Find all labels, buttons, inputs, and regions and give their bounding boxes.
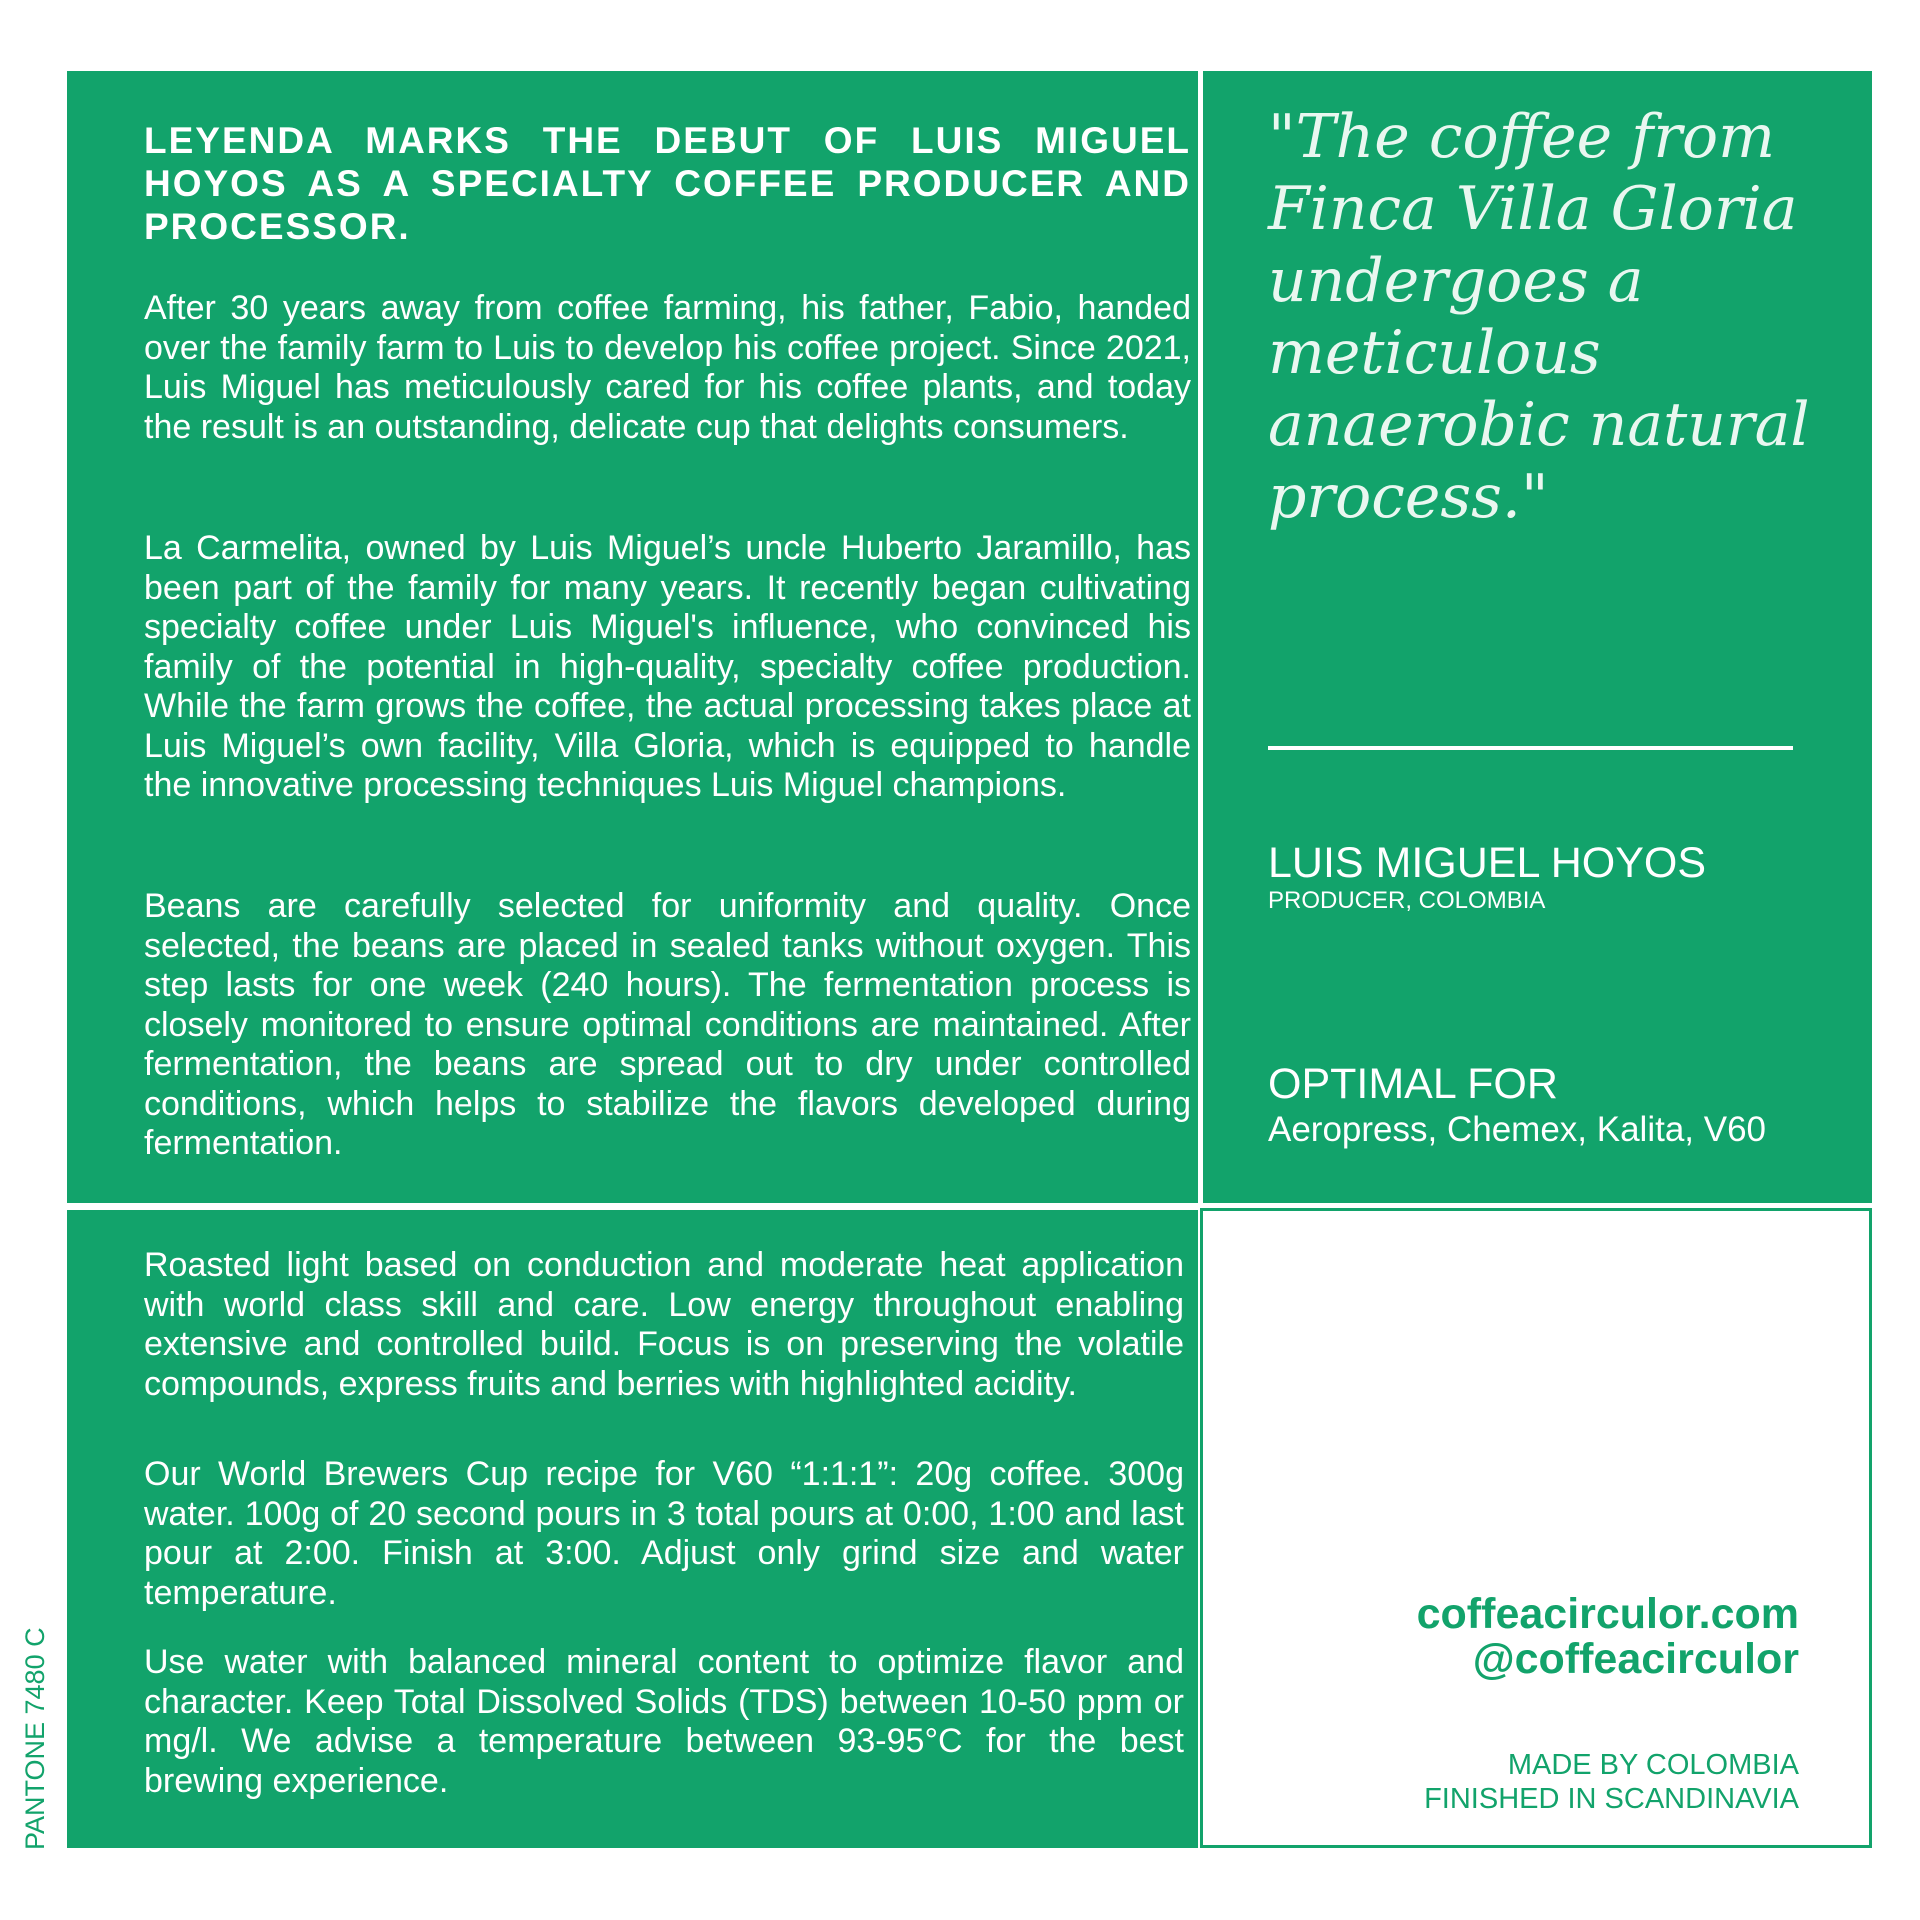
social-handle[interactable]: @coffeacirculor <box>1472 1635 1799 1683</box>
pantone-label: PANTONE 7480 C <box>20 1627 50 1850</box>
roast-paragraph: Roasted light based on conduction and moderate heat application with world class skill and care. Low energy throughout enabling extensive and controlled build. Focus is on preserving the volatile compounds, express fruits and berries with highlighted acidity. <box>144 1246 1184 1403</box>
made-by-label: MADE BY COLOMBIA <box>1507 1749 1799 1781</box>
quote-divider <box>1268 746 1793 750</box>
producer-role: PRODUCER, COLOMBIA <box>1268 887 1546 914</box>
water-paragraph: Use water with balanced mineral content to optimize flavor and character. Keep Total Dissolved Solids (TDS) between 10-50 ppm or mg/l. We advise a temperature between 93-95°C for the best brewing experience. <box>144 1643 1184 1800</box>
website-link[interactable]: coffeacirculor.com <box>1416 1590 1799 1638</box>
optimal-for-heading: OPTIMAL FOR <box>1268 1060 1558 1108</box>
story-paragraph: Beans are carefully selected for uniformity and quality. Once selected, the beans are placed in sealed tanks without oxygen. This step lasts for one week (240 hours). The fermentation process is closely monitored to ensure optimal conditions are maintained. After fermentation, the beans are spread out to dry under controlled conditions, which helps to stabilize the flavors developed during fermentation. <box>144 887 1191 1162</box>
story-heading: LEYENDA MARKS THE DEBUT OF LUIS MIGUEL HOYOS AS A SPECIALTY COFFEE PRODUCER AND PROCESSOR. <box>144 120 1191 247</box>
quote-panel <box>1203 71 1872 1203</box>
producer-quote: "The coffee from Finca Villa Gloria undergoes a meticulous anaerobic natural process." <box>1268 102 1810 532</box>
brand-panel <box>1200 1208 1872 1848</box>
recipe-paragraph: Our World Brewers Cup recipe for V60 “1:1:1”: 20g coffee. 300g water. 100g of 20 second pours in 3 total pours at 0:00, 1:00 and last pour at 2:00. Finish at 3:00. Adjust only grind size and water temperature. <box>144 1455 1184 1612</box>
story-paragraph: La Carmelita, owned by Luis Miguel’s uncle Huberto Jaramillo, has been part of the family for many years. It recently began cultivating specialty coffee under Luis Miguel's influence, who convinced his family of the potential in high-quality, specialty coffee production. While the farm grows the coffee, the actual processing takes place at Luis Miguel’s own facility, Villa Gloria, which is equipped to handle the innovative processing techniques Luis Miguel champions. <box>144 529 1191 804</box>
story-panel <box>67 71 1198 1203</box>
roast-panel <box>67 1210 1198 1848</box>
producer-name: LUIS MIGUEL HOYOS <box>1268 839 1707 887</box>
finished-in-label: FINISHED IN SCANDINAVIA <box>1424 1783 1799 1815</box>
optimal-for-methods: Aeropress, Chemex, Kalita, V60 <box>1268 1110 1767 1149</box>
story-paragraph: After 30 years away from coffee farming, his father, Fabio, handed over the family farm to Luis to develop his coffee project. Since 2021, Luis Miguel has meticulously cared for his coffee plants, and today the result is an outstanding, delicate cup that delights consumers. <box>144 289 1191 446</box>
